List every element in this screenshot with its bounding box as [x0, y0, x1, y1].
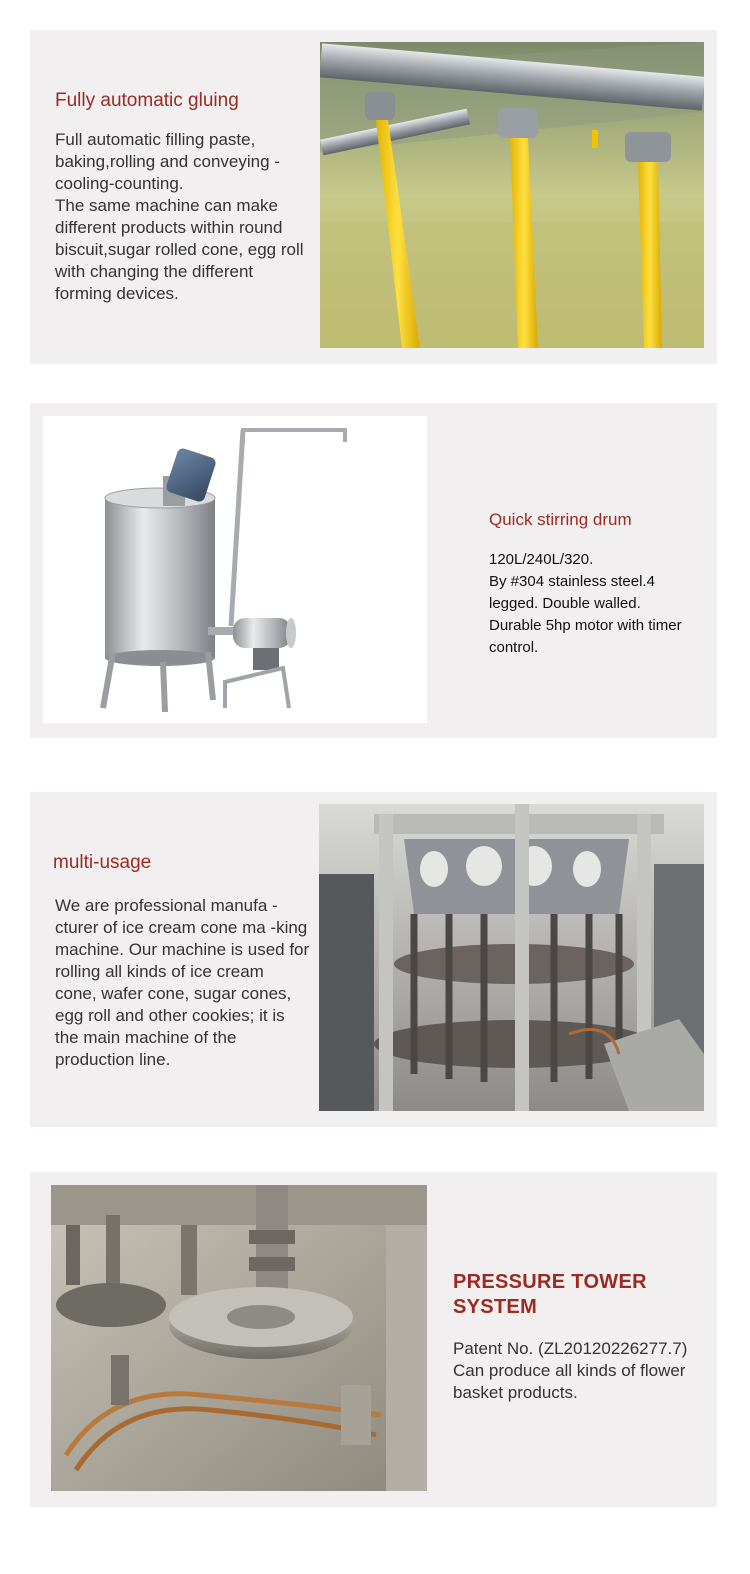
section-multi-usage: [30, 792, 717, 1127]
section-title: PRESSURE TOWER SYSTEM: [453, 1271, 647, 1318]
section-description: We are professional manufa -cturer of ice cream cone ma -king machine. Our machine is used for rolling all kinds of ice cream cone, wafer cone, sugar cones, egg roll and other cookies; it is the main machine of the production line.: [55, 896, 310, 1069]
stirring-drum-photo: [43, 416, 427, 723]
gluing-nozzles-photo: [320, 42, 704, 348]
section-description: 120L/240L/320. By #304 stainless steel.4 legged. Double walled. Durable 5hp motor with timer control.: [489, 551, 682, 656]
section-stirring-drum: [30, 403, 717, 738]
section-title: Quick stirring drum: [489, 510, 632, 529]
cone-rolling-machine-photo: [319, 804, 704, 1111]
pressure-tower-photo: [51, 1185, 427, 1491]
section-description: Patent No. (ZL20120226277.7) Can produce all kinds of flower basket products.: [453, 1339, 688, 1402]
section-title: multi-usage: [53, 852, 152, 873]
section-pressure-tower: [30, 1172, 717, 1507]
section-title: Fully automatic gluing: [55, 90, 239, 111]
section-automatic-gluing: [30, 30, 717, 364]
section-description: Full automatic filling paste, baking,rolling and conveying -cooling-counting. The same machine can make different products within round biscuit,sugar rolled cone, egg roll with changing the different forming devices.: [55, 130, 304, 303]
